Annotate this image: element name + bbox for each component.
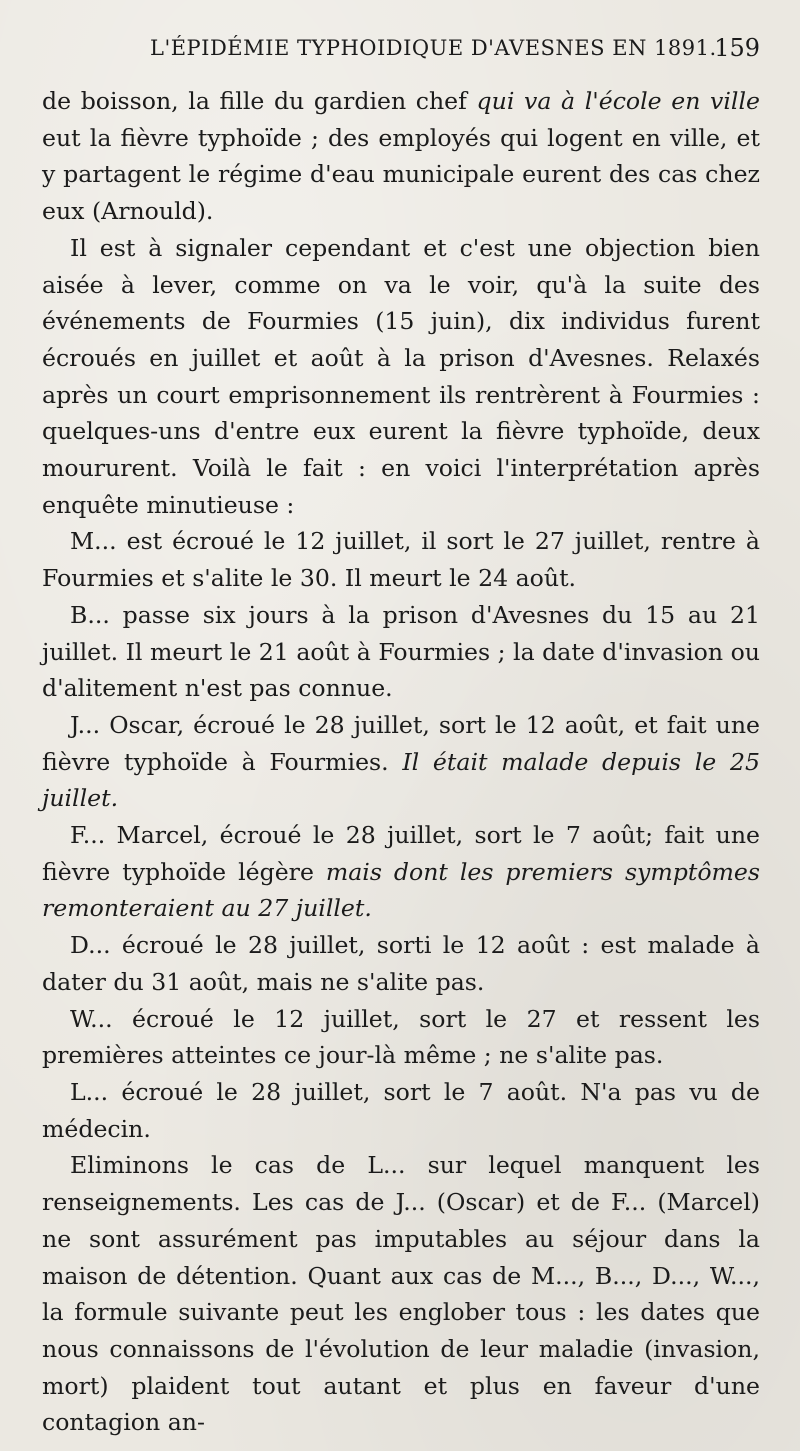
text-segment: B... passe six jours à la prison d'Avesnes du 15 au 21 juillet. Il meurt le 21 août à Fourmies ; la date d'invasion ou d'alitement n'est pas connue.	[42, 600, 760, 703]
paragraph	[42, 707, 760, 817]
text-segment: J... Oscar, écroué le 28 juillet, sort le 12 août, et fait une fièvre typhoïde à Fourmies.	[42, 710, 760, 776]
paragraph	[42, 83, 760, 230]
italic-text-segment: qui va à l'école en ville	[476, 87, 760, 115]
paragraph	[42, 1001, 760, 1074]
page-header	[0, 32, 800, 76]
text-segment: M... est écroué le 12 juillet, il sort le 27 juillet, rentre à Fourmies et s'alite le 30. Il meurt le 24 août.	[42, 527, 760, 593]
italic-text-segment: Il était malade depuis le 25 juillet.	[42, 747, 760, 813]
paragraph	[42, 927, 760, 1000]
paragraph	[42, 817, 760, 927]
text-segment: Eliminons le cas de L... sur lequel manquent les renseignements. Les cas de J... (Oscar) et de F... (Marcel) ne sont assurément pas imputables au séjour dans la maison de détention. Quant aux cas de M..., B..., D..., W..., la formule suivante peut les englober tous : les dates que nous connaissons de l'évolution de leur maladie (invasion, mort) plaident tout autant et plus en faveur d'une contagion an-	[42, 1151, 760, 1437]
running-title: L'ÉPIDÉMIE TYPHOIDIQUE D'AVESNES EN 1891.	[150, 36, 717, 60]
italic-text-segment: mais dont les premiers symptômes remonteraient au 27 juillet.	[42, 857, 760, 923]
text-segment: L... écroué le 28 juillet, sort le 7 août. N'a pas vu de médecin.	[42, 1077, 760, 1143]
paragraph	[42, 523, 760, 596]
paragraph	[42, 230, 760, 524]
text-segment: Il est à signaler cependant et c'est une objection bien aisée à lever, comme on va le voir, qu'à la suite des événements de Fourmies (15 juin), dix individus furent écroués en juillet et août à la prison d'Avesnes. Relaxés après un court emprisonnement ils rentrèrent à Fourmies : quelques-uns d'entre eux eurent la fièvre typhoïde, deux moururent. Voilà le fait : en voici l'interprétation après enquête minutieuse :	[42, 233, 760, 519]
body-text	[42, 83, 760, 1441]
page-number: 159	[714, 34, 760, 62]
paragraph	[42, 1074, 760, 1147]
text-segment: F... Marcel, écroué le 28 juillet, sort le 7 août; fait une fièvre typhoïde légère	[42, 821, 760, 886]
text-segment: eut la fièvre typhoïde ; des employés qui logent en ville, et y partagent le régime d'eau municipale eurent des cas chez eux (Arnould).	[42, 123, 760, 226]
text-segment: de boisson, la fille du gardien chef	[42, 87, 477, 115]
paragraph	[42, 1147, 760, 1441]
paragraph	[42, 597, 760, 707]
text-segment: D... écroué le 28 juillet, sorti le 12 août : est malade à dater du 31 août, mais ne s'alite pas.	[42, 931, 760, 996]
text-segment: W... écroué le 12 juillet, sort le 27 et ressent les premières atteintes ce jour-là même ; ne s'alite pas.	[42, 1004, 760, 1070]
